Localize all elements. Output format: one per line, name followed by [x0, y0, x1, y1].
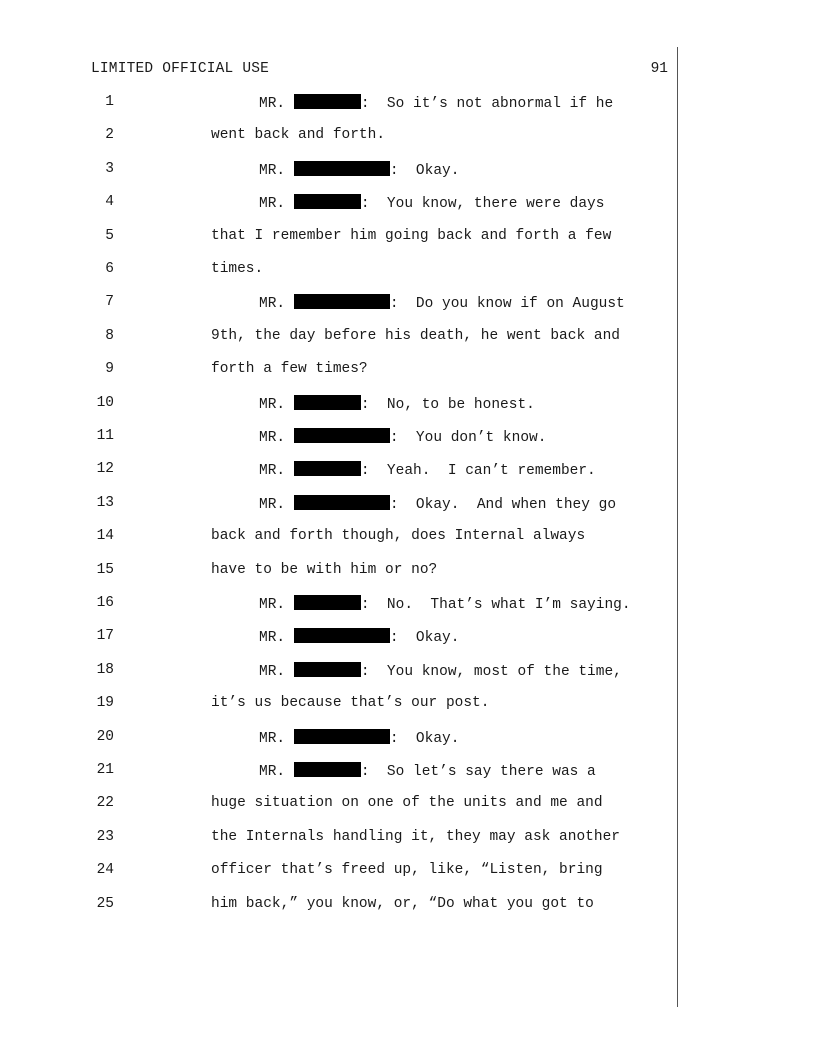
- transcript-line: [0, 595, 700, 615]
- speaker-line: [259, 428, 546, 446]
- redaction-box: [294, 94, 361, 109]
- continuation-text: times.: [211, 261, 264, 277]
- transcript-line: [0, 729, 700, 749]
- line-number: 22: [96, 795, 114, 812]
- line-number: 11: [96, 428, 114, 444]
- redaction-box: [294, 762, 361, 777]
- line-number: 17: [96, 628, 114, 645]
- page-number: 91: [650, 61, 668, 77]
- transcript-line: [0, 127, 700, 147]
- spoken-text: : You don’t know.: [389, 430, 547, 446]
- transcript-line: [0, 829, 700, 849]
- continuation-text: have to be with him or no?: [211, 561, 438, 578]
- spoken-text: : Okay.: [389, 730, 460, 747]
- line-number: 4: [105, 194, 114, 211]
- speaker-line: [259, 729, 459, 747]
- continuation-text: that I remember him going back and forth a few: [211, 227, 612, 244]
- continuation-text: back and forth though, does Internal always: [211, 528, 586, 545]
- redaction-box: [294, 194, 361, 209]
- line-number: 6: [105, 261, 114, 277]
- speaker-prefix: MR.: [259, 96, 286, 112]
- speaker-prefix: MR.: [259, 630, 286, 647]
- redaction-box: [294, 662, 361, 677]
- line-number: 3: [105, 160, 114, 177]
- speaker-line: [259, 662, 622, 680]
- transcript-line: [0, 94, 700, 114]
- speaker-line: [259, 94, 613, 112]
- line-number: 18: [96, 661, 114, 678]
- speaker-prefix: MR.: [259, 430, 286, 446]
- line-number: 7: [105, 294, 114, 311]
- transcript-line: [0, 361, 700, 381]
- transcript-line: [0, 495, 700, 515]
- spoken-text: : So let’s say there was a: [360, 764, 596, 780]
- continuation-text: him back,” you know, or, “Do what you got to: [211, 895, 594, 912]
- transcript-line: [0, 261, 700, 281]
- redaction-box: [294, 595, 361, 610]
- classification-header: LIMITED OFFICIAL USE: [91, 61, 270, 77]
- transcript-line: [0, 662, 700, 682]
- continuation-text: went back and forth.: [211, 127, 386, 144]
- speaker-prefix: MR.: [259, 463, 286, 480]
- transcript-line: [0, 461, 700, 481]
- line-number: 10: [96, 394, 114, 411]
- spoken-text: : No, to be honest.: [360, 396, 535, 413]
- speaker-prefix: MR.: [259, 496, 286, 513]
- line-number: 20: [96, 728, 114, 745]
- line-number: 9: [105, 361, 114, 378]
- transcript-line: [0, 528, 700, 548]
- spoken-text: : Okay. And when they go: [389, 496, 617, 513]
- transcript-line: [0, 695, 700, 715]
- redaction-box: [294, 628, 390, 643]
- redaction-box: [294, 461, 361, 476]
- line-number: 21: [96, 762, 114, 778]
- speaker-prefix: MR.: [259, 663, 286, 680]
- transcript-line: [0, 228, 700, 248]
- transcript-line: [0, 328, 700, 348]
- continuation-text: officer that’s freed up, like, “Listen, bring: [211, 862, 603, 879]
- redaction-box: [294, 729, 390, 744]
- spoken-text: : You know, most of the time,: [360, 663, 622, 680]
- speaker-prefix: MR.: [259, 296, 286, 313]
- transcript-line: [0, 795, 700, 815]
- speaker-prefix: MR.: [259, 730, 286, 747]
- speaker-line: [259, 294, 625, 312]
- continuation-text: 9th, the day before his death, he went back and: [211, 327, 620, 344]
- line-number: 14: [96, 528, 114, 545]
- spoken-text: : Yeah. I can’t remember.: [360, 463, 596, 480]
- speaker-line: [259, 395, 535, 413]
- line-number: 1: [105, 94, 114, 110]
- spoken-text: : Do you know if on August: [389, 296, 625, 313]
- continuation-text: it’s us because that’s our post.: [211, 695, 490, 712]
- spoken-text: : So it’s not abnormal if he: [360, 96, 614, 112]
- line-number: 8: [105, 327, 114, 344]
- transcript-line: [0, 194, 700, 214]
- redaction-box: [294, 294, 390, 309]
- line-number: 15: [96, 561, 114, 578]
- speaker-line: [259, 628, 459, 646]
- line-number: 2: [105, 127, 114, 144]
- speaker-line: [259, 461, 596, 479]
- transcript-line: [0, 428, 700, 448]
- spoken-text: : Okay.: [389, 630, 460, 647]
- spoken-text: : You know, there were days: [360, 196, 605, 213]
- spoken-text: : Okay.: [389, 162, 460, 179]
- speaker-line: [259, 161, 459, 179]
- speaker-line: [259, 595, 631, 613]
- speaker-line: [259, 194, 604, 212]
- line-number: 13: [96, 494, 114, 511]
- transcript-line: [0, 862, 700, 882]
- speaker-prefix: MR.: [259, 196, 286, 213]
- transcript-line: [0, 161, 700, 181]
- line-number: 19: [96, 695, 114, 712]
- redaction-box: [294, 161, 390, 176]
- transcript-line: [0, 628, 700, 648]
- redaction-box: [294, 428, 390, 443]
- speaker-prefix: MR.: [259, 597, 286, 613]
- line-number: 24: [96, 862, 114, 879]
- transcript-line: [0, 562, 700, 582]
- transcript-line: [0, 896, 700, 916]
- speaker-line: [259, 762, 596, 780]
- spoken-text: : No. That’s what I’m saying.: [360, 597, 631, 613]
- line-number: 25: [96, 895, 114, 912]
- transcript-line: [0, 762, 700, 782]
- speaker-prefix: MR.: [259, 396, 286, 413]
- line-number: 23: [96, 828, 114, 845]
- speaker-prefix: MR.: [259, 162, 286, 179]
- transcript-line: [0, 395, 700, 415]
- line-number: 12: [96, 461, 114, 478]
- redaction-box: [294, 495, 390, 510]
- line-number: 5: [105, 227, 114, 244]
- speaker-prefix: MR.: [259, 764, 286, 780]
- continuation-text: forth a few times?: [211, 361, 368, 378]
- continuation-text: huge situation on one of the units and me and: [211, 795, 603, 812]
- redaction-box: [294, 395, 361, 410]
- line-number: 16: [96, 595, 114, 611]
- transcript-line: [0, 294, 700, 314]
- continuation-text: the Internals handling it, they may ask another: [211, 828, 620, 845]
- speaker-line: [259, 495, 616, 513]
